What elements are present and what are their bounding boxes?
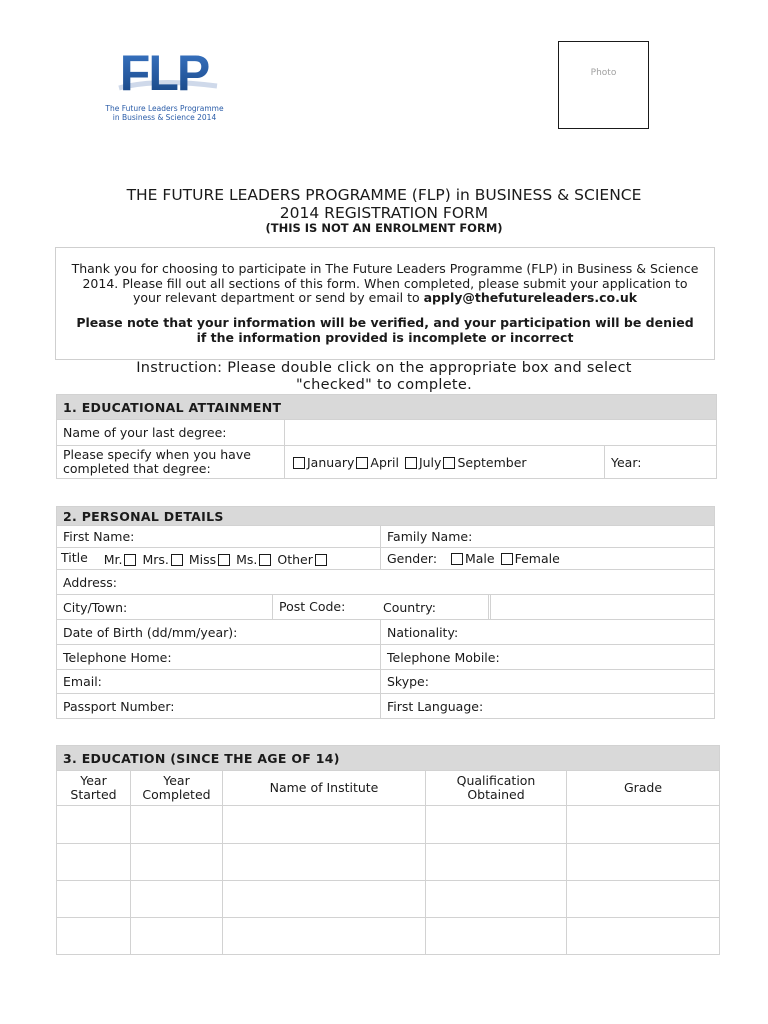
first-name-label: First Name: [63,529,135,544]
gender-options [381,548,715,570]
photo-label: Photo [590,68,617,78]
logo-tagline-line1: The Future Leaders Programme [105,104,224,113]
year-label: Year: [611,454,642,470]
table-row [57,844,720,881]
completion-month-options [285,446,605,479]
cell-year-completed[interactable] [131,918,223,955]
telephone-home-field[interactable] [57,645,381,670]
title-miss-label: Miss [188,552,217,567]
first-name-field[interactable] [57,526,381,548]
telephone-mobile-field[interactable] [381,645,715,670]
title-label: Title [61,550,88,565]
last-degree-label: Name of your last degree: [57,420,285,446]
city-label: City/Town: [63,599,128,615]
passport-field[interactable] [57,694,381,719]
completed-label: Please specify when you have completed that degree: [57,446,285,479]
verification-line1: Please note that your information will be verified, and your participation will be denied [76,315,694,330]
month-label-april: April [370,454,399,470]
form-title-line1: THE FUTURE LEADERS PROGRAMME (FLP) in BUSINESS & SCIENCE [126,186,642,204]
cell-institute[interactable] [223,844,426,881]
skype-label: Skype: [387,674,429,689]
address-field[interactable] [57,570,715,595]
cell-year-started[interactable] [57,806,131,844]
family-name-field[interactable] [381,526,715,548]
month-option-january[interactable] [291,455,354,470]
checkbox-mrs[interactable] [171,554,183,566]
cell-grade[interactable] [567,844,720,881]
city-field[interactable] [57,595,273,620]
cell-year-started[interactable] [57,881,131,918]
checkbox-january[interactable] [293,457,305,469]
logo-tagline [97,104,232,122]
postcode-cell [273,595,491,620]
address-label: Address: [63,574,117,590]
verification-line2: if the information provided is incomplete or incorrect [196,329,574,345]
passport-label: Passport Number: [63,698,175,714]
cell-year-started[interactable] [57,844,131,881]
month-option-september[interactable] [441,455,526,470]
title-options [57,548,381,570]
cell-grade[interactable] [567,918,720,955]
intro-paragraph [62,262,708,306]
intro-box [55,247,715,360]
cell-qualification[interactable] [426,844,567,881]
instruction-line1: Instruction: Please double click on the appropriate box and select [136,360,632,376]
country-label: Country: [383,599,436,615]
dob-field[interactable] [57,620,381,645]
title-ms-label: Ms. [236,552,258,567]
photo-box[interactable] [558,41,649,129]
intro-line2: 2014. Please fill out all sections of this form. When completed, please submit your application to [82,275,688,291]
dob-label: Date of Birth (dd/mm/year): [63,624,238,640]
gender-male-label: Male [464,551,495,566]
checkbox-september[interactable] [443,457,455,469]
checkbox-male[interactable] [451,553,463,565]
checkbox-miss[interactable] [218,554,230,566]
skype-field[interactable] [381,670,715,694]
col-grade: Grade [567,771,720,806]
cell-year-completed[interactable] [131,844,223,881]
section2-header: 2. PERSONAL DETAILS [57,507,715,526]
month-label-january: January [307,454,355,470]
intro-line1: Thank you for choosing to participate in The Future Leaders Programme (FLP) in Business & Science [71,261,699,276]
col-institute: Name of Institute [223,771,426,806]
section3-header: 3. EDUCATION (SINCE THE AGE OF 14) [57,746,720,771]
first-language-label: First Language: [387,698,484,714]
title-mrs-label: Mrs. [142,552,169,567]
instruction-line2: "checked" to complete. [295,377,473,393]
nationality-field[interactable] [381,620,715,645]
cell-year-completed[interactable] [131,881,223,918]
cell-institute[interactable] [223,806,426,844]
title-mr-label: Mr. [103,552,123,567]
gender-label: Gender: [387,551,438,566]
email-label: Email: [63,674,102,689]
col-qualification: Qualification Obtained [426,771,567,806]
flp-logo-mark [97,50,232,105]
personal-details-table [56,506,715,719]
cell-institute[interactable] [223,918,426,955]
gender-female-label: Female [514,551,560,566]
cell-qualification[interactable] [426,918,567,955]
logo-mark-text: FLP [119,50,209,101]
email-field[interactable] [57,670,381,694]
cell-institute[interactable] [223,881,426,918]
form-title-line2: 2014 REGISTRATION FORM [279,204,489,222]
cell-qualification[interactable] [426,881,567,918]
checkbox-other[interactable] [315,554,327,566]
table-row [57,881,720,918]
checkbox-ms[interactable] [259,554,271,566]
country-field[interactable] [383,595,715,620]
month-option-april[interactable] [354,455,399,470]
checkbox-female[interactable] [501,553,513,565]
col-year-completed: Year Completed [131,771,223,806]
family-name-label: Family Name: [387,529,473,544]
col-year-started: Year Started [57,771,131,806]
checkbox-mr[interactable] [124,554,136,566]
cell-year-started[interactable] [57,918,131,955]
cell-grade[interactable] [567,806,720,844]
apply-email-link[interactable]: apply@thefutureleaders.co.uk [423,290,638,305]
month-option-july[interactable] [403,455,441,470]
flp-logo [97,50,232,128]
first-language-field[interactable] [381,694,715,719]
month-label-september: September [457,454,527,470]
completion-year-field[interactable] [605,446,717,479]
form-subtitle: (THIS IS NOT AN ENROLMENT FORM) [265,221,503,235]
section1-header: 1. EDUCATIONAL ATTAINMENT [57,395,717,420]
education-history-table [56,745,720,955]
cell-grade[interactable] [567,881,720,918]
postcode-field[interactable] [273,595,489,619]
checkbox-july[interactable] [405,457,417,469]
cell-year-completed[interactable] [131,806,223,844]
table-row [57,806,720,844]
postcode-label: Post Code: [279,599,346,614]
month-label-july: July [418,454,442,470]
instruction [0,360,768,394]
telephone-mobile-label: Telephone Mobile: [387,649,500,665]
table-row [57,918,720,955]
cell-qualification[interactable] [426,806,567,844]
telephone-home-label: Telephone Home: [63,649,172,665]
logo-tagline-line2: in Business & Science 2014 [112,113,217,122]
title-other-label: Other [277,552,313,567]
last-degree-field[interactable] [285,420,717,446]
intro-line3: your relevant department or send by email to [132,290,424,305]
checkbox-april[interactable] [356,457,368,469]
nationality-label: Nationality: [387,624,459,640]
verification-note [62,316,708,345]
educational-attainment-table [56,394,717,479]
